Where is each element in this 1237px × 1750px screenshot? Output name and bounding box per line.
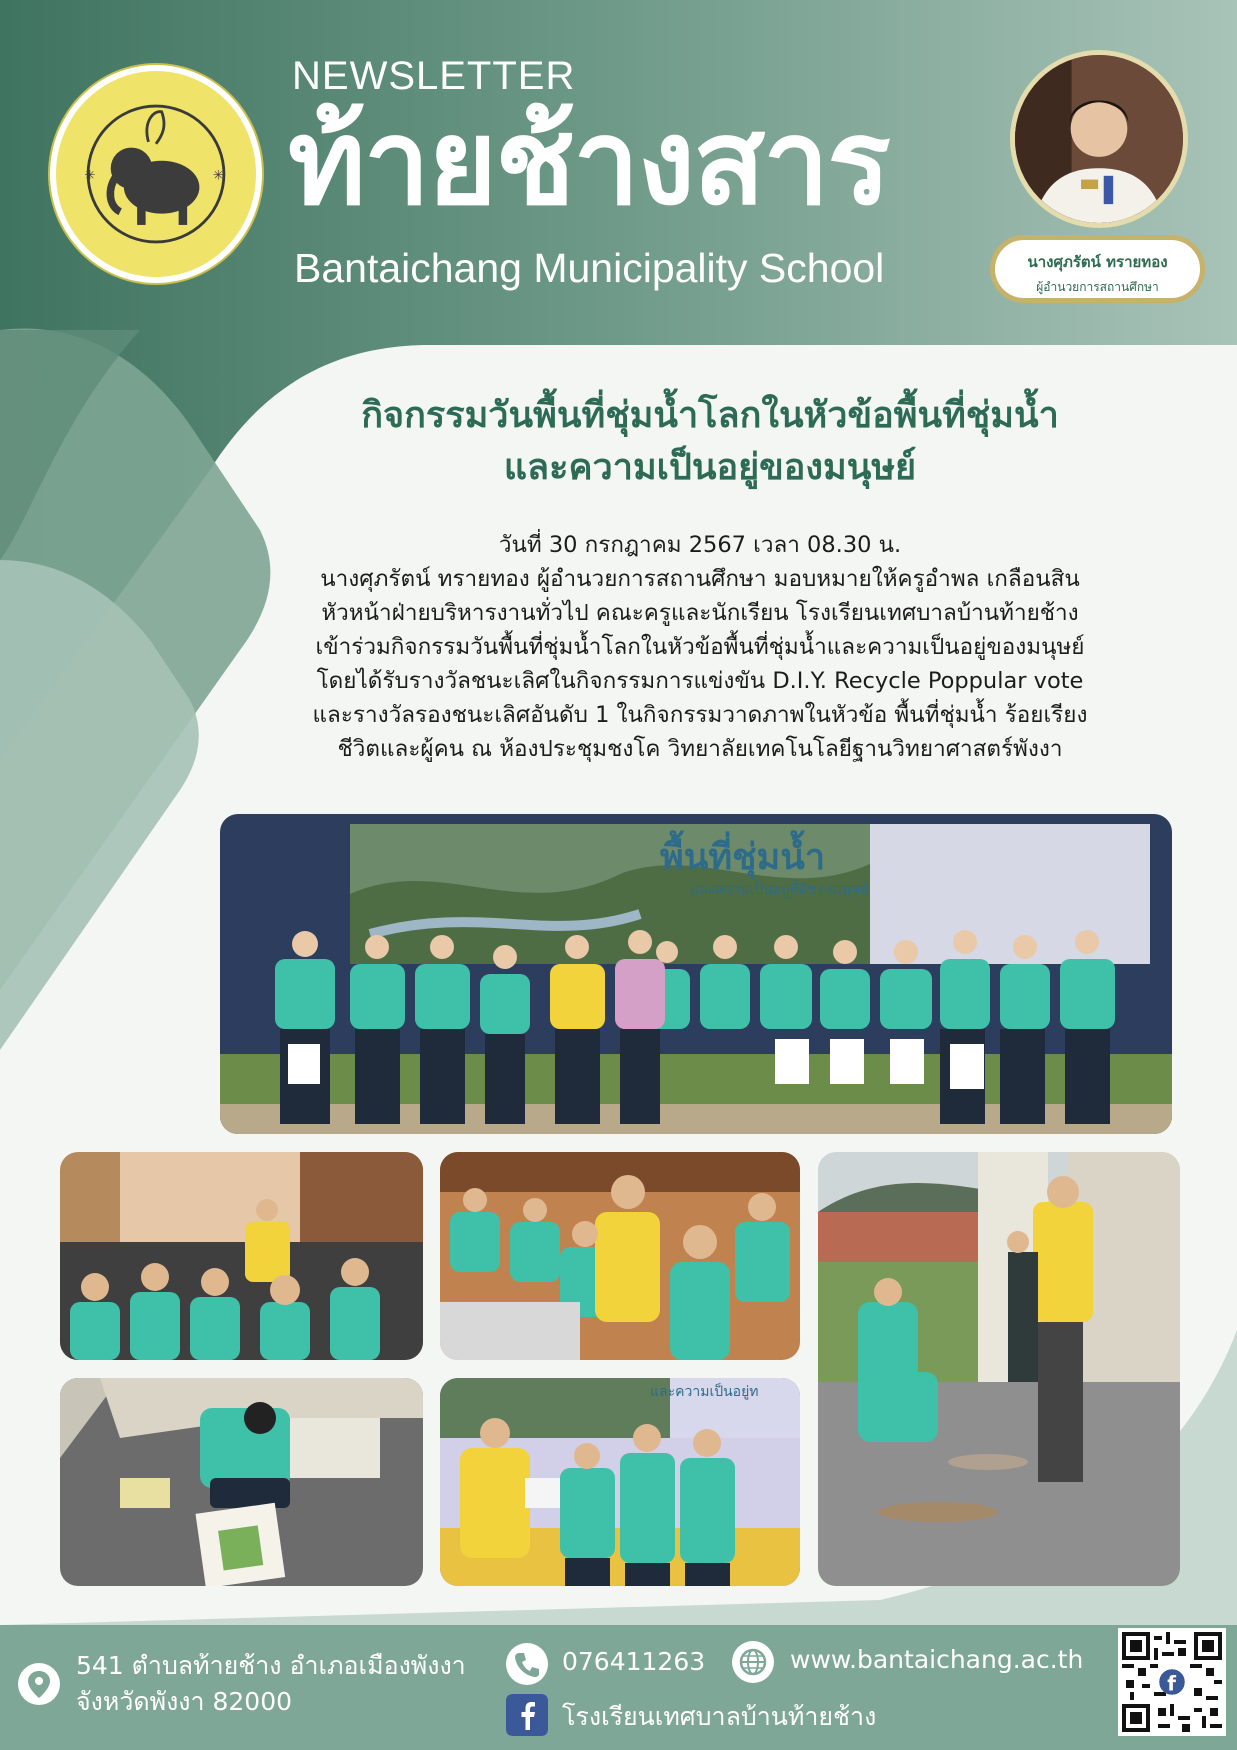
school-logo bbox=[50, 65, 262, 283]
body-line: เข้าร่วมกิจกรรมวันพื้นที่ชุ่มน้ำโลกในหัวข้อพื้นที่ชุ่มน้ำและความเป็นอยู่ของมนุษย์ bbox=[315, 634, 1085, 660]
students-teacher-photo bbox=[440, 1152, 800, 1360]
svg-text:✳: ✳ bbox=[212, 168, 224, 184]
elephant-emblem-icon bbox=[56, 71, 256, 277]
drawing-contest-photo bbox=[60, 1378, 423, 1586]
qr-code[interactable] bbox=[1118, 1628, 1226, 1736]
phone-number[interactable]: 076411263 bbox=[562, 1647, 706, 1676]
body-line: ชีวิตและผู้คน ณ ห้องประชุมชงโค วิทยาลัยเทคโนโลยีฐานวิทยาศาสตร์พังงา bbox=[337, 736, 1063, 762]
article-headline bbox=[260, 390, 1160, 494]
school-name-english: Bantaichang Municipality School bbox=[294, 245, 885, 291]
svg-text:f: f bbox=[1167, 1671, 1176, 1696]
director-name-tag bbox=[990, 235, 1205, 303]
globe-icon[interactable] bbox=[732, 1641, 774, 1683]
headline-line-1: กิจกรรมวันพื้นที่ชุ่มน้ำโลกในหัวข้อพื้นที่ชุ่มน้ำ bbox=[361, 395, 1059, 436]
phone-icon[interactable] bbox=[506, 1643, 548, 1685]
students-seated-photo bbox=[60, 1152, 423, 1360]
newsletter-label: NEWSLETTER bbox=[292, 54, 576, 98]
body-line: นางศุภรัตน์ ทรายทอง ผู้อำนวยการสถานศึกษา มอบหมายให้ครูอำพล เกลือนสิน bbox=[320, 566, 1080, 592]
director-role: ผู้อำนวยการสถานศึกษา bbox=[1036, 280, 1159, 294]
newsletter-title: ท้ายช้างสาร bbox=[288, 93, 889, 231]
diy-recycle-photo bbox=[818, 1152, 1180, 1586]
website-link[interactable]: www.bantaichang.ac.th bbox=[790, 1645, 1084, 1674]
banner-subtext-small: และความเป็นอยู่ท bbox=[650, 1384, 759, 1400]
location-pin-icon bbox=[18, 1663, 60, 1705]
body-line: วันที่ 30 กรกฎาคม 2567 เวลา 08.30 น. bbox=[498, 532, 902, 558]
article-body bbox=[205, 528, 1195, 766]
body-line: หัวหน้าฝ่ายบริหารงานทั่วไป คณะครูและนักเรียน โรงเรียนเทศบาลบ้านท้ายช้าง bbox=[321, 600, 1079, 626]
banner-text: พื้นที่ชุ่มน้ำ bbox=[660, 837, 826, 878]
banner-subtext: และความเป็นอยู่ที่ดีของมนุษย์ bbox=[690, 882, 869, 898]
address-line-2: จังหวัดพังงา 82000 bbox=[76, 1687, 293, 1716]
headline-line-2: และความเป็นอยู่ของมนุษย์ bbox=[503, 447, 917, 488]
body-line: โดยได้รับรางวัลชนะเลิศในกิจกรรมการแข่งขัน D.I.Y. Recycle Poppular vote bbox=[316, 668, 1084, 694]
facebook-page-name[interactable]: โรงเรียนเทศบาลบ้านท้ายช้าง bbox=[562, 1702, 877, 1731]
address-line-1: 541 ตำบลท้ายช้าง อำเภอเมืองพังงา bbox=[76, 1651, 466, 1680]
director-portrait bbox=[1010, 50, 1188, 228]
director-name: นางศุภรัตน์ ทรายทอง bbox=[1027, 253, 1168, 271]
body-line: และรางวัลรองชนะเลิศอันดับ 1 ในกิจกรรมวาดภาพในหัวข้อ พื้นที่ชุ่มน้ำ ร้อยเรียง bbox=[312, 702, 1088, 728]
group-photo bbox=[220, 814, 1172, 1134]
svg-text:✳: ✳ bbox=[84, 168, 96, 184]
facebook-icon[interactable] bbox=[506, 1694, 548, 1736]
award-ceremony-photo bbox=[440, 1378, 800, 1586]
